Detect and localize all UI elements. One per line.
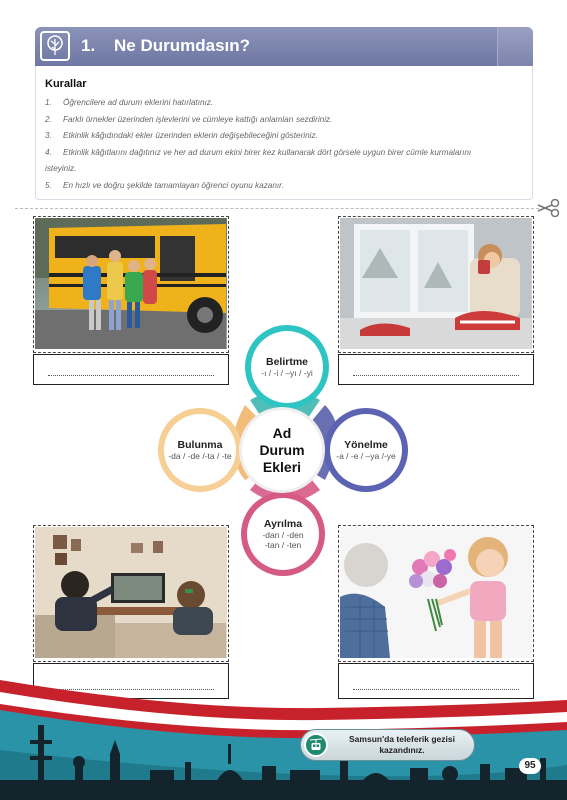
cut-line	[15, 208, 539, 209]
header-tab	[497, 27, 533, 66]
bulunma-circle	[164, 414, 236, 486]
rule-item: 2. Farklı örnekler üzerinden işlevlerini ve cümleye kattığı anlamları sezdiriniz.	[45, 114, 333, 124]
ayrilma-suffix-1: -dan / -den	[262, 530, 304, 540]
belirtme-suffix: -ı / -i / –yı / -yi	[261, 368, 313, 378]
center-line-2: Durum	[259, 441, 305, 458]
reward-badge	[300, 729, 475, 761]
yonelme-suffix: -a / -e / –ya /-ye	[336, 451, 396, 461]
activity-title: Ne Durumdasın?	[114, 36, 251, 55]
belirtme-title: Belirtme	[265, 356, 308, 368]
ayrilma-suffix-2: -tan / -ten	[264, 540, 302, 550]
cable-car-icon	[304, 733, 328, 757]
ayrilma-circle	[247, 498, 319, 570]
page-number: 95	[519, 758, 541, 774]
rules-title: Kurallar	[45, 78, 87, 90]
yonelme-circle	[330, 414, 402, 486]
activity-header	[35, 27, 533, 66]
rule-item: 5. En hızlı ve doğru şekilde tamamlayan öğrenci oyunu kazanır.	[45, 180, 284, 190]
activity-number: 1.	[81, 36, 96, 55]
ad-durum-diagram	[150, 320, 420, 580]
center-circle	[242, 410, 322, 490]
center-line-1: Ad	[272, 424, 292, 441]
bulunma-suffix: -da / -de /-ta / -te	[168, 451, 232, 461]
scissors-icon	[536, 199, 562, 222]
center-line-3: Ekleri	[262, 458, 302, 475]
ayrilma-title: Ayrılma	[263, 518, 303, 530]
rules-panel	[35, 66, 533, 200]
rule-item: 3. Etkinlik kâğıdındaki ekler üzerinden eklerin değişebileceğini gösteriniz.	[45, 131, 318, 140]
footer-banner	[0, 670, 567, 800]
yonelme-title: Yönelme	[344, 439, 388, 451]
rule-item-continued: isteyiniz.	[45, 164, 77, 173]
bulunma-title: Bulunma	[177, 439, 223, 451]
rule-item: 4. Etkinlik kâğıtlarını dağıtınız ve her ad durum ekini birer kez kullanarak dört görsele uygun birer cümle kurmalarını	[45, 147, 472, 157]
belirtme-circle	[251, 331, 323, 403]
rule-item: 1. Öğrencilere ad durum eklerini hatırlatınız.	[45, 98, 214, 107]
tree-icon	[40, 31, 70, 61]
badge-text: Samsun'da teleferik gezisi kazandınız.	[349, 734, 455, 755]
